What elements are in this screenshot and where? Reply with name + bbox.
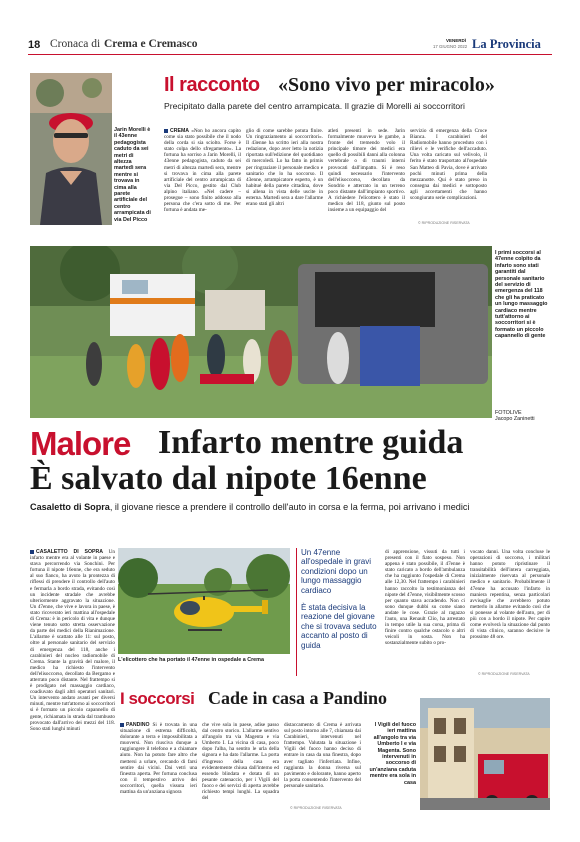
story1-credit: © RIPRODUZIONE RISERVATA	[418, 221, 470, 225]
story3-kicker: I soccorsi	[120, 689, 195, 708]
story3-headline: Cade in casa a Pandino	[208, 688, 388, 708]
story1-kicker: Il racconto	[164, 74, 260, 96]
photo-credit: FOTOLIVE	[495, 410, 522, 416]
story2-headline-line2: È salvato dal nipote 16enne	[30, 460, 427, 497]
story3-body-col2: che vive sola in paese, adise passo dal centro storico. L'allarme sentivo all'angolo tra via Magenta e via Umberto I. La vicina di casa, poco dopo l'alba, ha sentito le urla della signora e ha dato l'allarme. La porta d'ingresso della casa era evidentemente chiusa dall'interno ed essendo blindata e dotata di un pesante catenaccio, per i Vigili del fuoco e dei servizi di aperta avrebbe richiesto tempi lunghi. La squadra del	[202, 722, 279, 802]
climber-portrait-photo	[30, 73, 112, 225]
story2-body-col3: di apprensione, vissuti da tutti i presenti con il fiato sospeso. Non appena è stato possibile, il 47enne è stato caricato a bordo dell'ambulanza che ha raggiunto l'ospedale di Crema alle 12,30. Nel frattempo i carabinieri hanno raccolto la testimonianza del nipote del 47enne, visibilmente scosso per quanto stava accadendo. Non ci sono dunque dubbi su come siano andate le cose. Grazie al ragazzo l'auto, una Renault Clio, ha arrestato in tempo utile la sua corsa, prima di finire contro qualche ostacolo o altri veicoli in sosta. Non ha sostanzialmente subito o pro-	[385, 549, 465, 647]
helicopter-photo-caption: L'elicottero che ha portato il 47enne in ospedale a Crema	[118, 657, 264, 663]
story1-subhead: Precipitato dalla parete del centro arrampicata. Il grazie di Morelli ai soccorritori	[164, 101, 465, 111]
story2-kicker: Malore	[30, 425, 131, 462]
story2-credit: © RIPRODUZIONE RISERVATA	[478, 672, 530, 676]
pull-quote-1: Un 47enne all'ospedale in gravi condizioni dopo un lungo massaggio cardiaco	[301, 548, 372, 595]
helicopter-photo	[118, 548, 290, 654]
pull-quote-box	[296, 548, 382, 676]
story3-body-col3: distaccamento di Crema è arrivata sul posto intorno alle 7, chiamata dai Carabinieri, intervenuti nel frattempo. Valutata la situazione i Vigili del fuoco hanno deciso di entrare in casa da una finestra, dopo aver tagliato l'inferriata. Infine, raggiunta la donna riversa sul pavimento e dolorante, hanno aperto la porta consentendo l'intervento del personale sanitario.	[284, 722, 361, 789]
story1-body-col1	[164, 128, 241, 228]
header-day: VENERDÌ	[446, 38, 467, 43]
story2-text-1: Un infarto mentre era al volante in paese e stava percorrendo via Sonchini. Per fortuna il nipote 16enne, che era seduto al suo fianco, ha avuto la prontezza di riflessi di prendere il controllo dell'auto e fermarla a bordo strada, evitando così un incidente stradale che avrebbe ulteriormente aggravato la situazione. Un 47enne, che vive e lavora in paese, è stato ricoverato ieri mattina all'ospedale di Crema: è in pericolo di vita e dunque viene tenuto sotto stretta osservazione da parte dei medici della Rianimazione. L'allarme è scattato alle 11: sul posto, oltre al personale sanitario del servizio di emergenza del 118, anche i carabinieri del nucleo radiomobile di Crema. Stante la gravità del malore, il medico ha richiesto l'intervento dell'elisoccorso, decollato da Bergamo e atterrato poco distante. Nel frattempo si è prodigato nel massaggio cardiaco, coadiuvato dagli altri operatori sanitari. Un intervento andato avanti per diversi minuti, mentre tutt'attorno ai soccorritori si è formato un piccolo capannello di gente, richiamata in strada dal trambusto provocato dall'arrivo dei mezzi del 118. Sono stati lunghi minuti	[30, 549, 115, 732]
pull-quote-2: È stata decisiva la reazione del giovane che si trovava seduto accanto al posto di guida	[301, 603, 377, 650]
header-date: 17 GIUGNO 2022	[433, 44, 468, 49]
story2-subhead-place: Casaletto di Sopra	[30, 502, 110, 512]
story1-text-1: «Non ho ancora capito come sia stato possibile che il nodo della corda si sia sciolto. Forse è stato colpa dello sfregamento». La fortuna ha sorriso a Jarin Morelli, il 43enne pedagogista, caduto da sei metri di altezza martedì sera, mentre si trovava in cima alla parete artificiale del centro arrampicata di via Del Picco, gestito dal Club alpino italiano. «Nel cadere – prosegue – sono finito addosso alla persona che c'era sotto di me. Per fortuna è andata me-	[164, 128, 241, 214]
photographer: Jacopo Zaninetti	[495, 416, 535, 422]
story2-subhead-text: , il giovane riesce a prendere il controllo dell'auto in corsa e la ferma, poi arrivano i medici	[109, 502, 470, 512]
story2-headline-line1: Infarto mentre guida	[158, 424, 464, 461]
story1-dateline: CREMA	[170, 128, 190, 134]
story1-body-col2: glio di come sarebbe potuta finire. Un ringraziamento ai soccorritori». Il 43enne ha scritto ieri alla nostra redazione, dopo aver letto la notizia riportata sull'edizione del quotidiano di mercoledì. Lo ha fatto in primis per ringraziare il personale medico e sanitario che lo ha soccorso. Il 43enne, arrampicatore esperto, è un habitué della parete cittadina, dove si allena in vista delle uscite in esterna. Martedì sera a dare l'allarme erano stati gli altri	[246, 128, 323, 208]
masthead: La Provincia	[472, 37, 541, 51]
story3-text-1: Si è trovata in una situazione di estrema difficoltà, dolorante a terra e impossibilitata a muoversi. Non riusciva dunque a raggiungere il telefono e a chiamare aiuto. Non ha potuto fare altro che mettersi a urlare, cercando di farsi sentire dai vicini. Dai vetri una finestra aperta. Per fortuna conclusa con il tempestivo arrivo dei soccorritori, quella vissuta ieri mattina da un'anziana signora	[120, 722, 197, 796]
story3-dateline: PANDINO	[126, 722, 150, 728]
rescue-photo-caption: I primi soccorsi al 47enne colpito da infarto sono stati garantiti dal personale sanitario del servizio di emergenza del 118 che gli ha praticato un lungo massaggio cardiaco mentre tutt'attorno ai soccorritori si è formato un piccolo capannello di gente	[495, 250, 548, 340]
story1-body-col4: servizio di emergenza della Croce Bianca. I carabinieri del Radiomobile hanno proceduto con i rilievi e le verifiche dell'accaduto. Una volta caricato sul velivolo, il ferito è stato trasportato all'ospedale San Matteo di Pavia, dove è arrivato pochi minuti prima della mezzanotte. Qui è stato preso in consegna dai medici e sottoposto agli accertamenti che hanno scongiurato serie complicazioni.	[410, 128, 487, 202]
firefighters-photo-caption: I Vigili del fuoco ieri mattina all'angolo tra via Umberto I e via Magenta. Sono intervenuti in soccorso di un'anziana caduta mentre era sola in casa	[369, 722, 416, 786]
rescue-scene-photo	[30, 246, 492, 418]
story3-body-col1	[120, 722, 197, 814]
story1-body-col3: atleti presenti in sede. Jarin formalmente muoveva le gambe, a fronte del tremendo volo il principale timore dei medici era quello di possibili danni alla colonna vertebrale o di traumi interni provocati dall'impatto. Si è reso quindi necessario l'intervento dell'elisoccorso, decollato da Sondrio e atterrato in un terreno poco distante dall'impianto sportivo. A richiedere l'elicottero è stato il medico del 118, giunto sul posto insieme a un equipaggio del	[328, 128, 405, 214]
story2-subhead	[30, 502, 469, 512]
story1-headline: «Sono vivo per miracolo»	[278, 74, 495, 96]
section-name: Crema e Cremasco	[104, 38, 198, 50]
page-number: 18	[28, 39, 41, 51]
page-header	[28, 38, 552, 55]
section-prefix: Cronaca di	[50, 38, 101, 50]
story2-body-col4: vocato danni. Una volta concluse le operazioni di soccorso, i militari hanno potuto ripristinare il transitabilità dell'intera carreggiata, inizialmente riservata al personale medico e sanitario. Probabilmente il 47enne ha accusato l'infarto in maniera repentina, senza particolari avvisaglie che avrebbero potuto metterlo in allarme evitando così che si ponesse al volante dell'auto, per di più con a bordo il nipote. Per capire come evolverà la situazione dal punto di vista clinico, saranno decisive le prossime 48 ore.	[470, 549, 550, 641]
story3-credit: © RIPRODUZIONE RISERVATA	[290, 806, 342, 810]
firefighters-photo	[420, 698, 550, 810]
climber-photo-caption: Jarin Morelli è il 43enne pedagogista caduto da sei metri di altezza martedì sera mentre si trovava in cima alla parete artificiale del centro arrampicata di via Del Picco	[114, 127, 151, 223]
story2-dateline: CASALETTO DI SOPRA	[36, 549, 103, 555]
story2-body-col1	[30, 549, 115, 811]
